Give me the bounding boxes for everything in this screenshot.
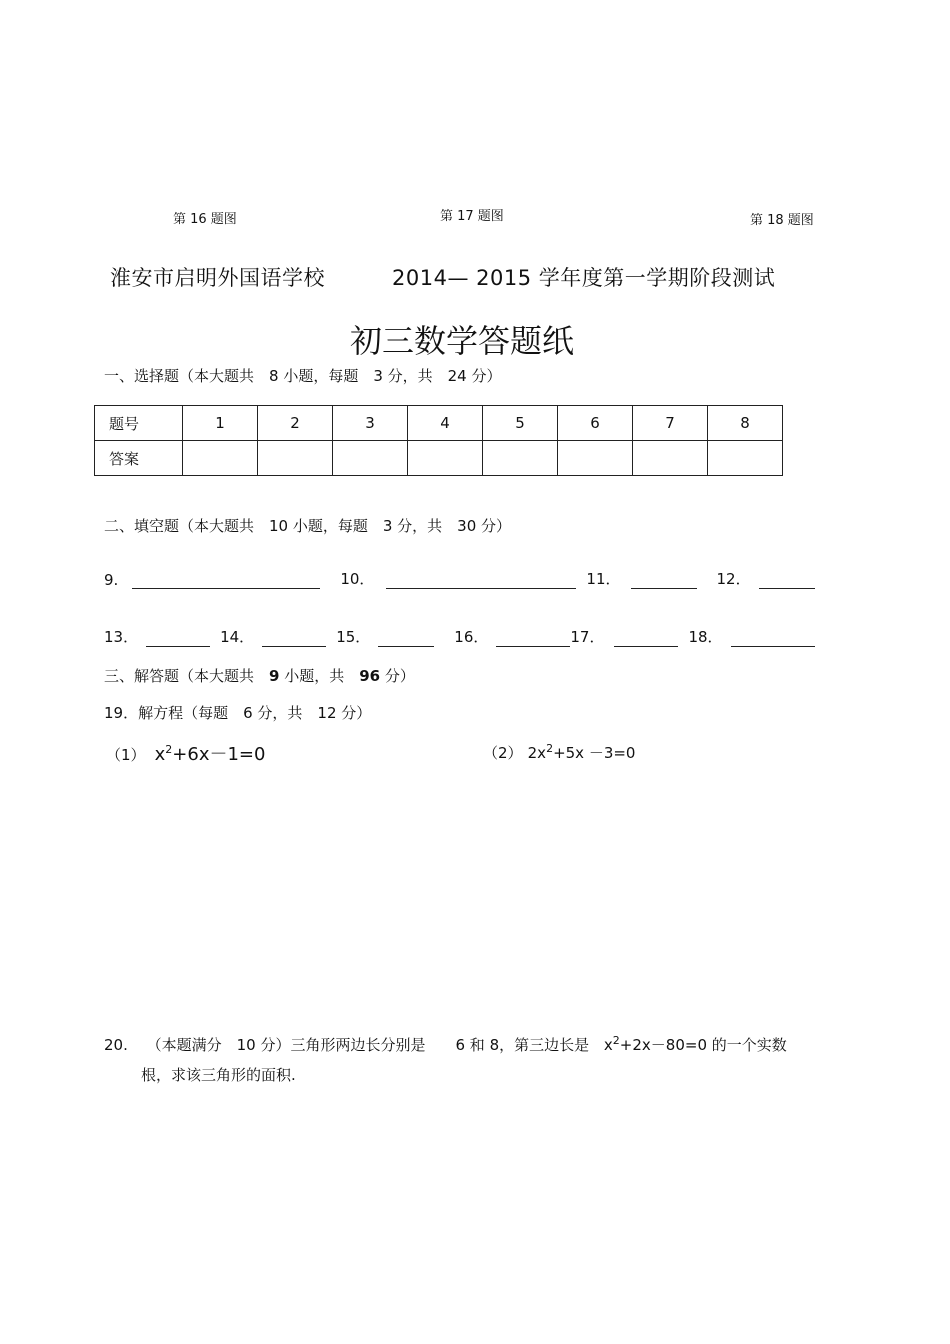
section3-heading-pre: 三、解答题（本大题共	[104, 667, 270, 685]
table-row	[95, 406, 783, 441]
figure-17-caption: 第 17 题图	[440, 209, 504, 224]
school-name: 淮安市启明外国语学校	[110, 266, 325, 290]
eq-exponent: 2	[165, 743, 173, 756]
question-number-cell: 4	[408, 406, 483, 441]
q19-part1	[106, 740, 265, 766]
answer-cell[interactable]	[633, 441, 708, 476]
answer-cell[interactable]	[183, 441, 258, 476]
q19-title: 19．解方程（每题 6 分，共 12 分）	[104, 704, 372, 722]
q19-part2	[483, 742, 635, 763]
blank-label-15: 15．	[336, 628, 371, 646]
question-number-cell: 6	[558, 406, 633, 441]
term-title: 2014— 2015 学年度第一学期阶段测试	[392, 266, 776, 290]
answer-cell[interactable]	[258, 441, 333, 476]
blank-label-12: 12．	[716, 570, 751, 588]
answer-table	[94, 405, 783, 476]
answer-blank-17[interactable]	[614, 630, 678, 647]
q20-text-a: （本题满分 10 分）三角形两边长分别是 6 和 8，第三边长是	[146, 1036, 590, 1054]
eq-base: 2x	[527, 744, 547, 762]
section3-heading	[104, 665, 415, 686]
section1-heading: 一、选择题（本大题共 8 小题，每题 3 分，共 24 分）	[104, 367, 502, 385]
question-number-cell: 3	[333, 406, 408, 441]
eq-rest: +6x－1=0	[172, 744, 266, 765]
eq-rest: +2x－80=0 的一个实数	[619, 1036, 787, 1054]
table-row	[95, 441, 783, 476]
eq-exponent: 2	[612, 1034, 620, 1047]
q19-part1-label: （1）	[106, 746, 146, 764]
blank-label-14: 14．	[220, 628, 255, 646]
q20-number: 20.	[104, 1036, 128, 1054]
eq-base: x	[154, 744, 166, 765]
q20-line2: 根，求该三角形的面积.	[141, 1066, 296, 1084]
answer-blank-15[interactable]	[378, 630, 434, 647]
answer-cell[interactable]	[483, 441, 558, 476]
blank-label-13: 13．	[104, 628, 139, 646]
answer-blank-9[interactable]	[132, 572, 320, 589]
page-title: 初三数学答题纸	[349, 322, 574, 360]
fill-blank-row-1	[104, 568, 815, 589]
blank-label-9: 9.	[104, 571, 119, 589]
answer-blank-11[interactable]	[631, 572, 697, 589]
question-number-cell: 5	[483, 406, 558, 441]
q19-part2-equation	[528, 744, 636, 762]
question-number-cell: 2	[258, 406, 333, 441]
question-number-cell: 1	[183, 406, 258, 441]
section3-question-count: 9	[269, 667, 280, 685]
answer-blank-14[interactable]	[262, 630, 326, 647]
answer-blank-13[interactable]	[146, 630, 210, 647]
figure-18-caption: 第 18 题图	[750, 213, 814, 228]
q19-part2-label: （2）	[483, 744, 523, 762]
answer-cell[interactable]	[708, 441, 783, 476]
section2-heading: 二、填空题（本大题共 10 小题，每题 3 分，共 30 分）	[104, 517, 512, 535]
eq-exponent: 2	[546, 742, 554, 755]
question-number-cell: 7	[633, 406, 708, 441]
answer-cell[interactable]	[333, 441, 408, 476]
blank-label-11: 11．	[586, 570, 621, 588]
figure-16-caption: 第 16 题图	[173, 212, 237, 227]
q19-part1-equation	[155, 744, 266, 765]
row-label-answer: 答案	[95, 441, 183, 476]
section3-heading-mid: 小题，共	[279, 667, 360, 685]
blank-label-17: 17．	[570, 628, 605, 646]
answer-cell[interactable]	[408, 441, 483, 476]
eq-base: x	[603, 1036, 613, 1054]
answer-blank-12[interactable]	[759, 572, 815, 589]
blank-label-18: 18．	[688, 628, 723, 646]
section3-heading-post: 分）	[380, 667, 415, 685]
row-label-number: 题号	[95, 406, 183, 441]
eq-rest: +5x －3=0	[553, 744, 636, 762]
q20-equation	[604, 1036, 787, 1054]
fill-blank-row-2	[104, 626, 815, 647]
blank-label-16: 16．	[454, 628, 489, 646]
answer-blank-18[interactable]	[731, 630, 815, 647]
q20-line1	[104, 1034, 787, 1055]
answer-cell[interactable]	[558, 441, 633, 476]
section3-total-points: 96	[359, 667, 381, 685]
blank-label-10: 10．	[340, 570, 375, 588]
answer-blank-16[interactable]	[496, 630, 570, 647]
question-number-cell: 8	[708, 406, 783, 441]
answer-blank-10[interactable]	[386, 572, 576, 589]
